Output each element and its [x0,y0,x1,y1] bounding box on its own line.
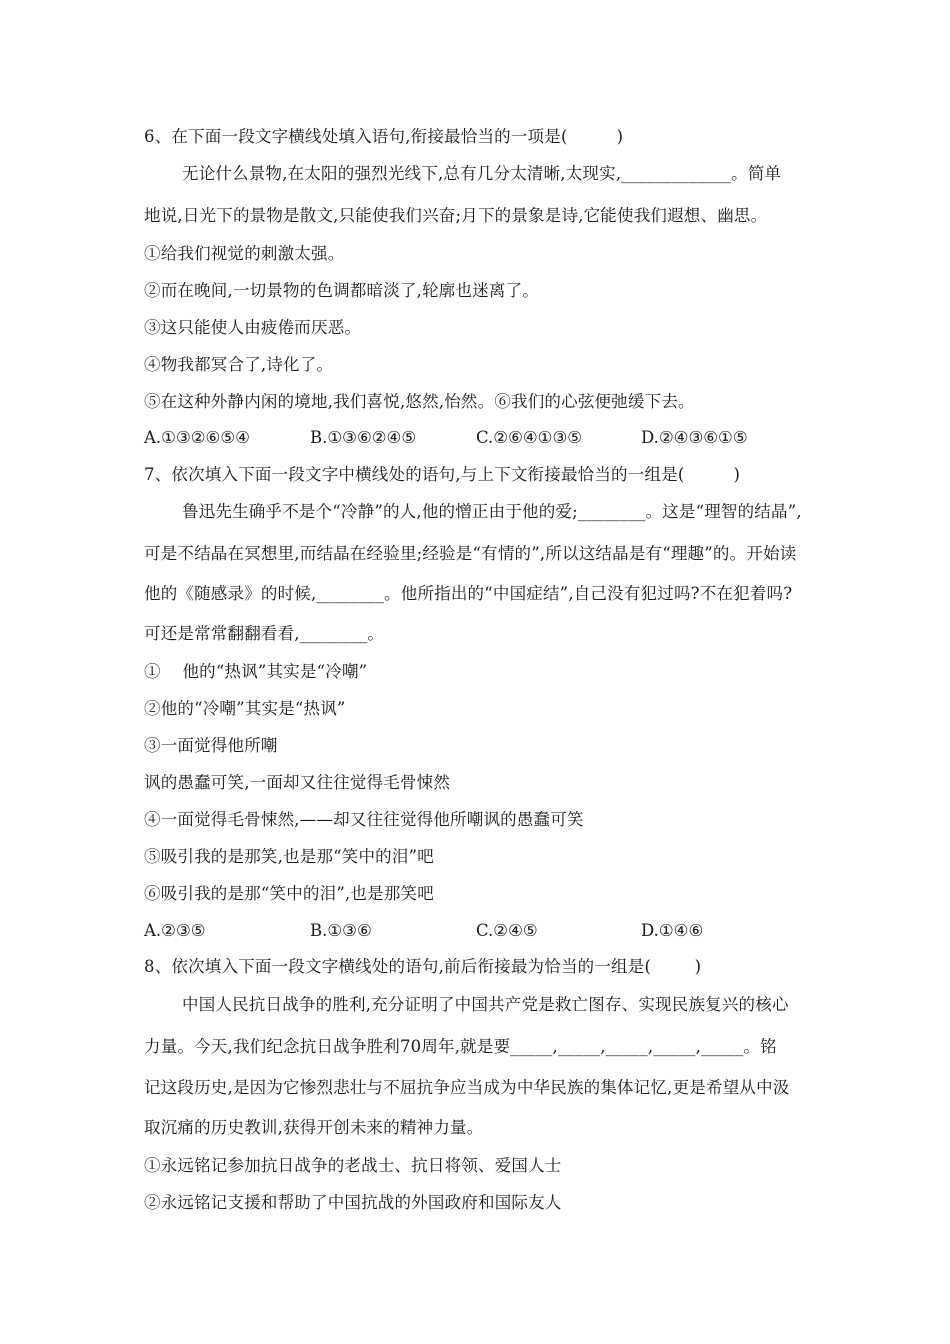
question-6-option-1: ①给我们视觉的刺激太强。 [144,244,345,263]
question-7-stem: 7、依次填入下面一段文字中横线处的语句,与上下文衔接最恰当的一组是( ) [144,465,741,484]
question-7-passage-line-2: 可是不结晶在冥想里,而结晶在经验里;经验是“有情的”,所以这结晶是有“理趣”的。开始读 [144,544,797,563]
question-7-passage-line-4: 可还是常常翻翻看看,________。 [144,624,385,643]
question-6-option-3: ③这只能使人由疲倦而厌恶。 [144,318,362,337]
question-8-option-1: ①永远铭记参加抗日战争的老战士、抗日将领、爱国人士 [144,1156,562,1175]
choice-a[interactable]: A.①③②⑥⑤④ [144,428,250,447]
question-7-option-3-continued: 讽的愚蠢可笑,一面却又往往觉得毛骨悚然 [144,773,451,792]
question-8-option-2: ②永远铭记支援和帮助了中国抗战的外国政府和国际友人 [144,1193,562,1212]
question-6-option-5-6: ⑤在这种外静内闲的境地,我们喜悦,悠然,怡然。⑥我们的心弦便弛缓下去。 [144,392,695,411]
choice-b[interactable]: B.①③⑥②④⑤ [310,428,417,447]
question-7-passage-line-3: 他的《随感录》的时候,________。他所指出的“中国症结”,自己没有犯过吗?不在犯着吗? [144,584,793,603]
question-8-passage-line-1: 中国人民抗日战争的胜利,充分证明了中国共产党是救亡图存、实现民族复兴的核心 [182,995,789,1014]
question-8-passage-line-4: 取沉痛的历史教训,获得开创未来的精神力量。 [144,1118,484,1137]
question-8-passage-line-3: 记这段历史,是因为它惨烈悲壮与不屈抗争应当成为中华民族的集体记忆,更是希望从中汲 [144,1078,790,1097]
question-7-option-6: ⑥吸引我的是那“笑中的泪”,也是那笑吧 [144,884,434,903]
question-6-stem: 6、在下面一段文字横线处填入语句,衔接最恰当的一项是( ) [144,127,624,146]
question-7-passage-line-1: 鲁迅先生确乎不是个“冷静”的人,他的憎正由于他的爱;________。这是“理智的结晶”, [182,502,802,521]
question-6-option-2: ②而在晚间,一切景物的色调都暗淡了,轮廓也迷离了。 [144,281,539,300]
choice-b[interactable]: B.①③⑥ [310,921,372,940]
question-7-option-4: ④一面觉得毛骨悚然,——却又往往觉得他所嘲讽的愚蠢可笑 [144,810,584,829]
question-6-option-4: ④物我都冥合了,诗化了。 [144,355,334,374]
question-7-option-2: ②他的“冷嘲”其实是“热讽” [144,699,346,718]
question-7-option-5: ⑤吸引我的是那笑,也是那“笑中的泪”吧 [144,847,434,866]
question-7-option-1: ① 他的“热讽”其实是“冷嘲” [144,662,368,681]
question-7-option-3: ③一面觉得他所嘲 [144,736,278,755]
choice-c[interactable]: C.②⑥④①③⑤ [476,428,583,447]
question-8-passage-line-2: 力量。今天,我们纪念抗日战争胜利70周年,就是要_____,_____,_____,_____,_____。铭 [144,1037,777,1056]
question-6-passage-line-2: 地说,日光下的景物是散文,只能使我们兴奋;月下的景象是诗,它能使我们遐想、幽思。 [144,206,768,225]
choice-a[interactable]: A.②③⑤ [144,921,206,940]
choice-d[interactable]: D.①④⑥ [641,921,704,940]
choice-c[interactable]: C.②④⑤ [476,921,538,940]
question-6-passage-line-1: 无论什么景物,在太阳的强烈光线下,总有几分太清晰,太现实,_____________。简单 [182,164,782,183]
question-8-stem: 8、依次填入下面一段文字横线处的语句,前后衔接最为恰当的一组是( ) [144,957,702,976]
choice-d[interactable]: D.②④③⑥①⑤ [641,428,748,447]
